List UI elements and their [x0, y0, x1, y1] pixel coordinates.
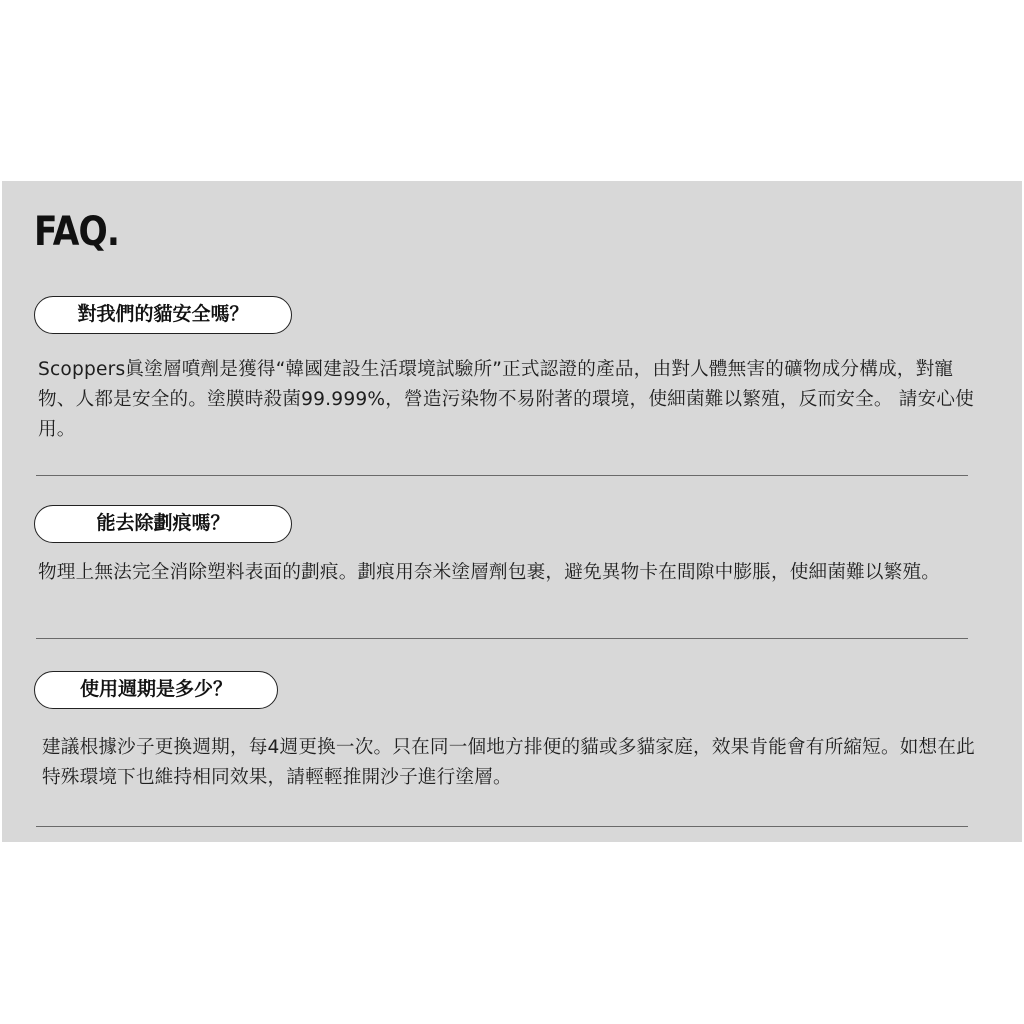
- faq-answer-usage-cycle: 建議根據沙子更換週期，每4週更換一次。只在同一個地方排便的貓或多貓家庭，效果肯能會有所縮短。如想在此特殊環境下也維持相同效果，請輕輕推開沙子進行塗層。: [42, 737, 975, 788]
- faq-question-pet-safety[interactable]: 對我們的貓安全嗎？: [34, 296, 292, 334]
- faq-answer-pet-safety: Scoppers眞塗層噴劑是獲得“韓國建設生活環境試驗所”正式認證的產品，由對人體無害的礦物成分構成，對寵物、人都是安全的。塗膜時殺菌99.999%，營造污染物不易附著的環境，使細菌難以繁殖，反而安全。 請安心使用。: [38, 359, 974, 440]
- faq-question-scratches[interactable]: 能去除劃痕嗎？: [34, 505, 292, 543]
- faq-divider: [36, 638, 968, 639]
- faq-divider: [36, 826, 968, 827]
- faq-question-usage-cycle[interactable]: 使用週期是多少？: [34, 671, 278, 709]
- faq-divider: [36, 475, 968, 476]
- faq-answer-scratches: 物理上無法完全消除塑料表面的劃痕。劃痕用奈米塗層劑包裹，避免異物卡在間隙中膨脹，使細菌難以繁殖。: [38, 562, 941, 583]
- faq-title: FAQ.: [34, 209, 120, 255]
